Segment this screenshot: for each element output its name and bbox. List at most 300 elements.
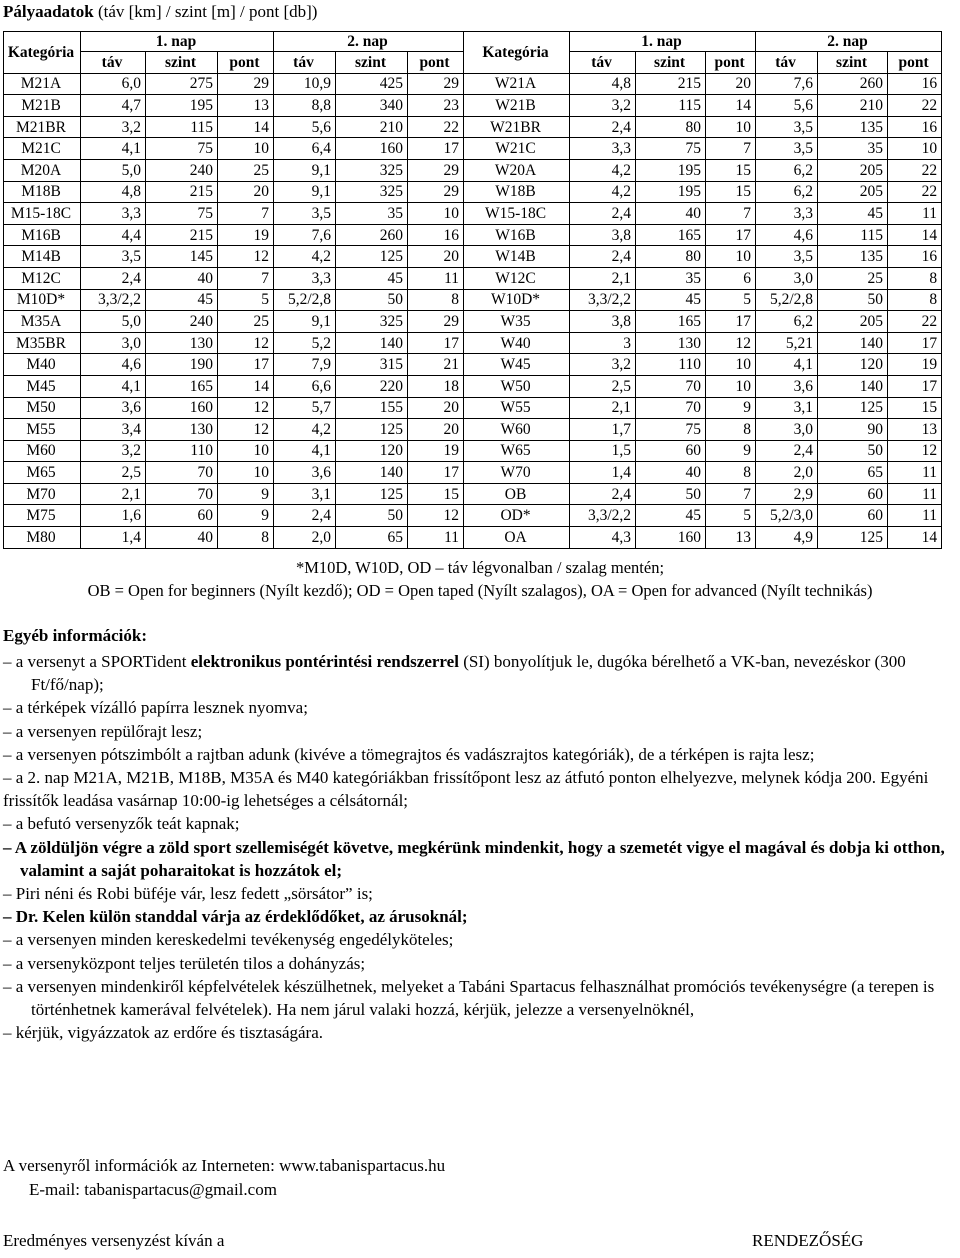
value-cell: 5,21 (756, 332, 818, 354)
value-cell: 2,1 (570, 397, 636, 419)
value-cell: 165 (636, 311, 706, 333)
value-cell: 1,4 (570, 462, 636, 484)
value-cell: 70 (146, 483, 218, 505)
value-cell: 3,6 (81, 397, 146, 419)
value-cell: 205 (818, 311, 888, 333)
value-cell: 3,5 (756, 116, 818, 138)
value-cell: 11 (888, 483, 942, 505)
value-cell: 6 (706, 267, 756, 289)
list-item: – kérjük, vigyázzatok az erdőre és tisztaságára. (3, 1023, 324, 1043)
value-cell: 4,2 (570, 159, 636, 181)
value-cell: 115 (636, 95, 706, 117)
value-cell: 110 (636, 354, 706, 376)
value-cell: 10 (218, 440, 274, 462)
col-tav: táv (570, 52, 636, 74)
course-table (3, 31, 942, 549)
value-cell: 140 (818, 332, 888, 354)
category-cell: M18B (4, 181, 81, 203)
value-cell: 8 (888, 267, 942, 289)
category-cell: M14B (4, 246, 81, 268)
value-cell: 22 (888, 95, 942, 117)
value-cell: 60 (146, 505, 218, 527)
value-cell: 25 (818, 267, 888, 289)
value-cell: 7 (218, 267, 274, 289)
value-cell: 5,2/2,8 (274, 289, 336, 311)
value-cell: 11 (408, 527, 464, 549)
value-cell: 4,2 (570, 181, 636, 203)
value-cell: 4,8 (81, 181, 146, 203)
value-cell: 65 (818, 462, 888, 484)
list-item: – a térképek vízálló papírra lesznek nyomva; (3, 698, 308, 718)
value-cell: 3,3 (81, 203, 146, 225)
value-cell: 6,0 (81, 73, 146, 95)
value-cell: 20 (218, 181, 274, 203)
value-cell: 1,5 (570, 440, 636, 462)
value-cell: 14 (888, 224, 942, 246)
value-cell: 5,2/3,0 (756, 505, 818, 527)
value-cell: 3,0 (756, 267, 818, 289)
value-cell: 3,4 (81, 419, 146, 441)
value-cell: 140 (336, 462, 408, 484)
value-cell: 3,1 (756, 397, 818, 419)
category-cell: OB (464, 483, 570, 505)
list-item: – a versenyen minden kereskedelmi tevékenység engedélyköteles; (3, 930, 454, 950)
category-cell: W20A (464, 159, 570, 181)
value-cell: 4,2 (274, 246, 336, 268)
value-cell: 2,4 (756, 440, 818, 462)
category-cell: M70 (4, 483, 81, 505)
table-row (4, 440, 942, 462)
value-cell: 3,0 (81, 332, 146, 354)
organizers-signature: RENDEZŐSÉG (752, 1231, 864, 1250)
value-cell: 9 (218, 483, 274, 505)
value-cell: 2,0 (274, 527, 336, 549)
category-cell: M12C (4, 267, 81, 289)
value-cell: 7 (706, 203, 756, 225)
info-list (3, 650, 958, 1044)
value-cell: 4,9 (756, 527, 818, 549)
value-cell: 140 (818, 375, 888, 397)
value-cell: 10 (218, 462, 274, 484)
note-air-distance: *M10D, W10D, OD – táv légvonalban / szalag mentén; (295, 558, 665, 577)
category-cell: W21B (464, 95, 570, 117)
value-cell: 125 (336, 483, 408, 505)
value-cell: 29 (408, 159, 464, 181)
value-cell: 240 (146, 311, 218, 333)
table-row (4, 203, 942, 225)
day2-header-women: 2. nap (756, 32, 942, 52)
value-cell: 4,1 (756, 354, 818, 376)
category-cell: M21B (4, 95, 81, 117)
value-cell: 115 (818, 224, 888, 246)
value-cell: 135 (818, 246, 888, 268)
category-cell: M75 (4, 505, 81, 527)
value-cell: 14 (706, 95, 756, 117)
value-cell: 29 (408, 311, 464, 333)
title-bold: Pályaadatok (3, 2, 94, 21)
category-cell: M80 (4, 527, 81, 549)
value-cell: 10 (706, 375, 756, 397)
value-cell: 1,6 (81, 505, 146, 527)
value-cell: 12 (218, 332, 274, 354)
value-cell: 110 (146, 440, 218, 462)
value-cell: 15 (408, 483, 464, 505)
category-cell: OA (464, 527, 570, 549)
value-cell: 3,6 (274, 462, 336, 484)
value-cell: 2,4 (570, 246, 636, 268)
value-cell: 325 (336, 159, 408, 181)
value-cell: 120 (336, 440, 408, 462)
value-cell: 20 (408, 246, 464, 268)
value-cell: 160 (636, 527, 706, 549)
table-row (4, 483, 942, 505)
col-szint: szint (336, 52, 408, 74)
value-cell: 140 (336, 332, 408, 354)
value-cell: 17 (408, 462, 464, 484)
table-row (4, 267, 942, 289)
table-row (4, 181, 942, 203)
value-cell: 130 (636, 332, 706, 354)
category-header-men: Kategória (4, 32, 81, 74)
col-pont: pont (706, 52, 756, 74)
value-cell: 2,4 (570, 116, 636, 138)
value-cell: 45 (636, 505, 706, 527)
value-cell: 115 (146, 116, 218, 138)
col-szint: szint (146, 52, 218, 74)
value-cell: 1,4 (81, 527, 146, 549)
category-cell: W12C (464, 267, 570, 289)
value-cell: 3,2 (570, 354, 636, 376)
value-cell: 6,2 (756, 181, 818, 203)
value-cell: 11 (888, 462, 942, 484)
list-item: – Piri néni és Robi büféje vár, lesz fedett „sörsátor” is; (3, 884, 373, 904)
category-cell: OD* (464, 505, 570, 527)
value-cell: 195 (636, 159, 706, 181)
value-cell: 40 (146, 527, 218, 549)
value-cell: 70 (636, 397, 706, 419)
table-row (4, 95, 942, 117)
value-cell: 17 (888, 332, 942, 354)
category-cell: M35BR (4, 332, 81, 354)
value-cell: 2,4 (570, 203, 636, 225)
category-cell: M10D* (4, 289, 81, 311)
value-cell: 75 (146, 203, 218, 225)
value-cell: 7,9 (274, 354, 336, 376)
value-cell: 260 (336, 224, 408, 246)
table-row (4, 159, 942, 181)
value-cell: 4,6 (756, 224, 818, 246)
value-cell: 12 (218, 419, 274, 441)
value-cell: 25 (218, 159, 274, 181)
category-cell: M60 (4, 440, 81, 462)
value-cell: 3,5 (81, 246, 146, 268)
value-cell: 7 (218, 203, 274, 225)
value-cell: 3,2 (570, 95, 636, 117)
value-cell: 5,6 (274, 116, 336, 138)
category-cell: M35A (4, 311, 81, 333)
list-item: – a 2. nap M21A, M21B, M18B, M35A és M40 kategóriákban frissítőpont lesz az átfutó ponton elhelyezve, melynek kódja 200. Egyéni frissítők leadása vasárnap 10:00-ig lehetséges a célsátornál; (3, 768, 929, 811)
value-cell: 155 (336, 397, 408, 419)
table-row (4, 527, 942, 549)
value-cell: 16 (888, 116, 942, 138)
value-cell: 9,1 (274, 181, 336, 203)
category-cell: W40 (464, 332, 570, 354)
value-cell: 17 (706, 224, 756, 246)
value-cell: 19 (408, 440, 464, 462)
value-cell: 17 (408, 138, 464, 160)
value-cell: 65 (336, 527, 408, 549)
value-cell: 215 (146, 224, 218, 246)
table-row (4, 419, 942, 441)
value-cell: 3,5 (756, 246, 818, 268)
value-cell: 5,7 (274, 397, 336, 419)
category-cell: M16B (4, 224, 81, 246)
value-cell: 260 (818, 73, 888, 95)
value-cell: 17 (888, 375, 942, 397)
value-cell: 14 (218, 116, 274, 138)
col-pont: pont (218, 52, 274, 74)
table-row (4, 462, 942, 484)
value-cell: 9 (218, 505, 274, 527)
note-open-categories: OB = Open for beginners (Nyílt kezdő); OD = Open taped (Nyílt szalagos), OA = Open for advanced (Nyílt technikás) (87, 581, 873, 600)
value-cell: 13 (888, 419, 942, 441)
value-cell: 3,3 (756, 203, 818, 225)
value-cell: 21 (408, 354, 464, 376)
value-cell: 2,1 (81, 483, 146, 505)
list-item: – a versenyen mindenkiről képfelvételek készülhetnek, melyeket a Tabáni Spartacus felhasználhat promóciós tevékenységre (a terepen is történhetnek kamerával felvételek). Ha nem járul valaki hozzá, kérjük, jelezze a versenyelnöknél, (3, 976, 935, 1020)
value-cell: 19 (218, 224, 274, 246)
category-cell: W60 (464, 419, 570, 441)
value-cell: 70 (636, 375, 706, 397)
category-cell: M21C (4, 138, 81, 160)
value-cell: 275 (146, 73, 218, 95)
value-cell: 10 (706, 354, 756, 376)
value-cell: 2,4 (570, 483, 636, 505)
value-cell: 14 (888, 527, 942, 549)
category-cell: W35 (464, 311, 570, 333)
category-cell: W21C (464, 138, 570, 160)
value-cell: 50 (636, 483, 706, 505)
value-cell: 2,1 (570, 267, 636, 289)
list-item: – A zöldüljön végre a zöld sport szellemiségét követve, megkérünk mindenkit, hogy a szemetét vigye el magával és dobja ki otthon, valamint a saját poharaitokat is hozzátok el; (3, 837, 945, 880)
value-cell: 5,2 (274, 332, 336, 354)
category-cell: W10D* (464, 289, 570, 311)
value-cell: 17 (706, 311, 756, 333)
value-cell: 40 (636, 203, 706, 225)
value-cell: 5,0 (81, 311, 146, 333)
value-cell: 5 (218, 289, 274, 311)
value-cell: 15 (706, 159, 756, 181)
list-item (3, 650, 958, 696)
info-si-rest: (SI) bonyolítjuk le, dugóka bérelhető a VK-ban, nevezéskor (300 Ft/fő/nap); (31, 652, 906, 695)
value-cell: 20 (408, 397, 464, 419)
value-cell: 12 (408, 505, 464, 527)
value-cell: 80 (636, 246, 706, 268)
category-cell: M21A (4, 73, 81, 95)
col-szint: szint (636, 52, 706, 74)
value-cell: 10 (218, 138, 274, 160)
value-cell: 9 (706, 440, 756, 462)
value-cell: 8 (218, 527, 274, 549)
value-cell: 4,1 (274, 440, 336, 462)
value-cell: 3,8 (570, 311, 636, 333)
value-cell: 17 (408, 332, 464, 354)
value-cell: 8 (888, 289, 942, 311)
value-cell: 3,6 (756, 375, 818, 397)
value-cell: 195 (146, 95, 218, 117)
day1-header-men: 1. nap (81, 32, 274, 52)
value-cell: 70 (146, 462, 218, 484)
value-cell: 45 (636, 289, 706, 311)
value-cell: 11 (888, 203, 942, 225)
value-cell: 3,0 (756, 419, 818, 441)
value-cell: 18 (408, 375, 464, 397)
value-cell: 25 (218, 311, 274, 333)
value-cell: 130 (146, 332, 218, 354)
value-cell: 8 (706, 462, 756, 484)
value-cell: 315 (336, 354, 408, 376)
value-cell: 3,8 (570, 224, 636, 246)
value-cell: 6,4 (274, 138, 336, 160)
value-cell: 9 (706, 397, 756, 419)
value-cell: 6,6 (274, 375, 336, 397)
value-cell: 3,3/2,2 (570, 289, 636, 311)
value-cell: 125 (818, 397, 888, 419)
value-cell: 35 (636, 267, 706, 289)
category-cell: W50 (464, 375, 570, 397)
category-cell: M21BR (4, 116, 81, 138)
value-cell: 12 (706, 332, 756, 354)
value-cell: 12 (218, 397, 274, 419)
value-cell: 12 (888, 440, 942, 462)
value-cell: 3,3 (274, 267, 336, 289)
table-row (4, 397, 942, 419)
value-cell: 40 (636, 462, 706, 484)
value-cell: 7 (706, 483, 756, 505)
value-cell: 130 (146, 419, 218, 441)
value-cell: 12 (218, 246, 274, 268)
value-cell: 5 (706, 289, 756, 311)
value-cell: 13 (706, 527, 756, 549)
table-row (4, 332, 942, 354)
email-line: E-mail: tabanispartacus@gmail.com (29, 1180, 277, 1199)
value-cell: 16 (888, 246, 942, 268)
value-cell: 22 (408, 116, 464, 138)
value-cell: 9,1 (274, 311, 336, 333)
value-cell: 145 (146, 246, 218, 268)
category-cell: W18B (464, 181, 570, 203)
value-cell: 4,3 (570, 527, 636, 549)
value-cell: 190 (146, 354, 218, 376)
value-cell: 125 (336, 246, 408, 268)
value-cell: 4,1 (81, 375, 146, 397)
info-heading: Egyéb információk: (3, 626, 148, 645)
value-cell: 3,5 (756, 138, 818, 160)
value-cell: 40 (146, 267, 218, 289)
category-cell: M20A (4, 159, 81, 181)
value-cell: 1,7 (570, 419, 636, 441)
category-cell: W21BR (464, 116, 570, 138)
value-cell: 5 (706, 505, 756, 527)
value-cell: 340 (336, 95, 408, 117)
value-cell: 135 (818, 116, 888, 138)
value-cell: 7,6 (756, 73, 818, 95)
value-cell: 9,1 (274, 159, 336, 181)
value-cell: 3,3/2,2 (81, 289, 146, 311)
value-cell: 3,3/2,2 (570, 505, 636, 527)
value-cell: 2,0 (756, 462, 818, 484)
table-row (4, 311, 942, 333)
list-item: – a befutó versenyzők teát kapnak; (3, 814, 240, 834)
value-cell: 29 (408, 73, 464, 95)
value-cell: 5,6 (756, 95, 818, 117)
value-cell: 4,8 (570, 73, 636, 95)
value-cell: 22 (888, 311, 942, 333)
value-cell: 220 (336, 375, 408, 397)
table-row (4, 289, 942, 311)
value-cell: 3,2 (81, 440, 146, 462)
value-cell: 75 (636, 419, 706, 441)
value-cell: 29 (218, 73, 274, 95)
category-cell: W15-18C (464, 203, 570, 225)
table-row (4, 354, 942, 376)
course-table-body (4, 73, 942, 548)
table-row (4, 505, 942, 527)
value-cell: 50 (336, 505, 408, 527)
category-cell: M45 (4, 375, 81, 397)
value-cell: 60 (818, 483, 888, 505)
value-cell: 22 (888, 181, 942, 203)
value-cell: 120 (818, 354, 888, 376)
category-cell: M50 (4, 397, 81, 419)
table-row (4, 116, 942, 138)
value-cell: 6,2 (756, 311, 818, 333)
category-cell: M40 (4, 354, 81, 376)
value-cell: 35 (818, 138, 888, 160)
value-cell: 2,9 (756, 483, 818, 505)
value-cell: 11 (888, 505, 942, 527)
category-header-women: Kategória (464, 32, 570, 74)
closing-wish: Eredményes versenyzést kíván a (3, 1231, 225, 1250)
info-si-bold: elektronikus pontérintési rendszerrel (190, 652, 459, 671)
value-cell: 60 (818, 505, 888, 527)
value-cell: 6,2 (756, 159, 818, 181)
value-cell: 5,0 (81, 159, 146, 181)
value-cell: 80 (636, 116, 706, 138)
value-cell: 16 (888, 73, 942, 95)
value-cell: 195 (636, 181, 706, 203)
value-cell: 10 (408, 203, 464, 225)
value-cell: 4,6 (81, 354, 146, 376)
table-row (4, 224, 942, 246)
value-cell: 425 (336, 73, 408, 95)
value-cell: 2,5 (570, 375, 636, 397)
value-cell: 17 (218, 354, 274, 376)
list-item: – Dr. Kelen külön standdal várja az érdeklődőket, az árusoknál; (3, 907, 468, 927)
value-cell: 3 (570, 332, 636, 354)
value-cell: 29 (408, 181, 464, 203)
value-cell: 15 (888, 397, 942, 419)
value-cell: 3,5 (274, 203, 336, 225)
table-row (4, 138, 942, 160)
value-cell: 7 (706, 138, 756, 160)
list-item: – a versenyen pótszimbólt a rajtban adunk (kivéve a tömegrajtos és vadászrajtos kategóriák), de a térképen is rajta lesz; (3, 744, 815, 764)
value-cell: 60 (636, 440, 706, 462)
value-cell: 35 (336, 203, 408, 225)
value-cell: 10 (706, 246, 756, 268)
category-cell: W21A (464, 73, 570, 95)
value-cell: 160 (336, 138, 408, 160)
